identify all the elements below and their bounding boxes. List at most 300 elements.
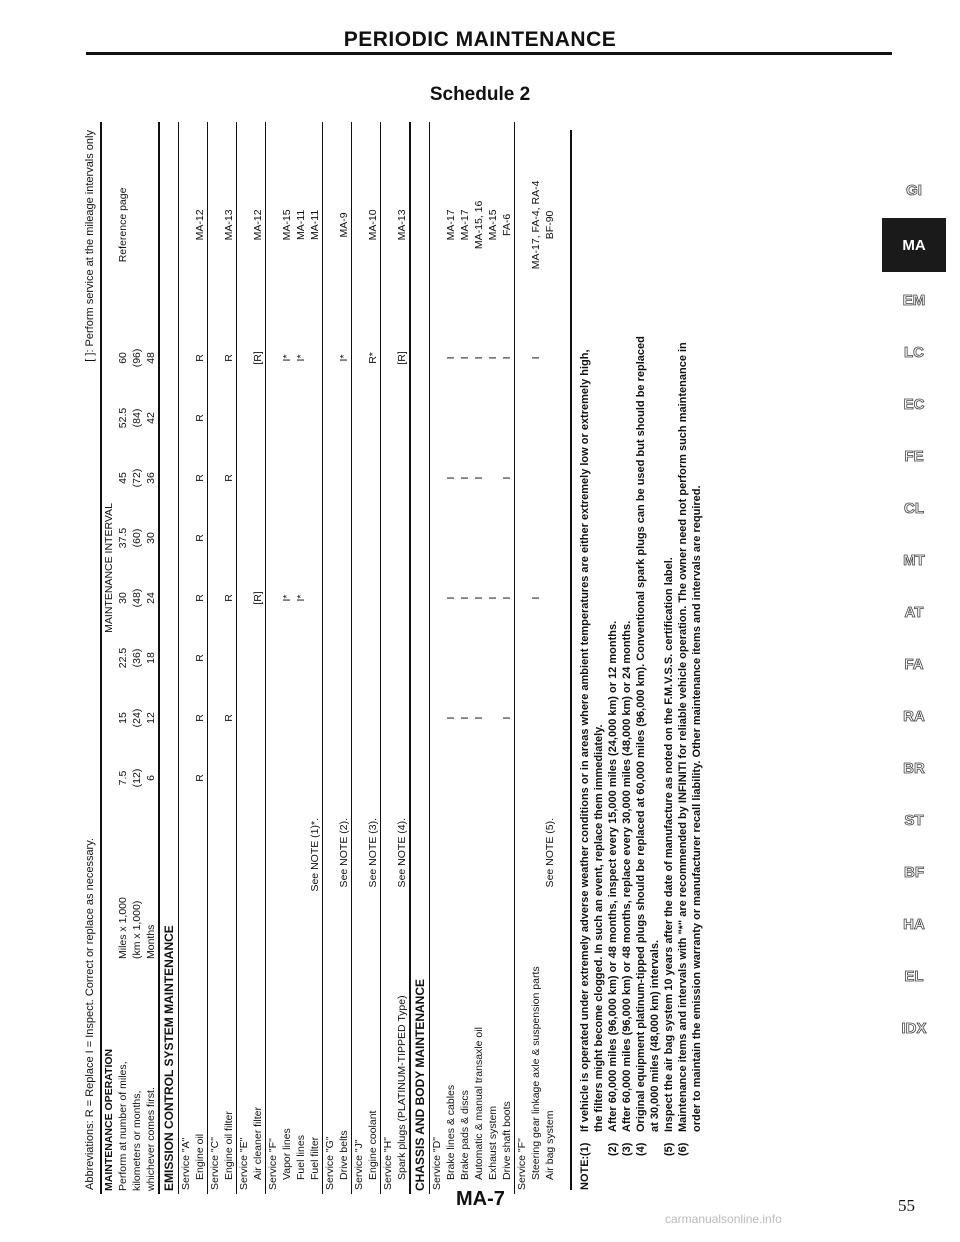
interval-cell (486, 508, 500, 568)
interval-cell: I (473, 596, 485, 600)
reference-page: MA-12 (194, 209, 206, 241)
months-header: 24 (145, 592, 157, 604)
interval-cell (366, 628, 381, 688)
interval-cell (458, 388, 472, 448)
interval-cell: I (459, 716, 471, 720)
item-label: Automatic & manual transaxle oil (473, 1027, 485, 1180)
interval-cell (543, 688, 557, 748)
miles-header: 52.5 (117, 407, 129, 429)
interval-cell (222, 628, 237, 688)
note-text: Inspect the air bag system 10 years after the date of manufacture as noted on the F.M.V.S.S. certification label. (663, 557, 675, 1132)
interval-cell: I (445, 596, 457, 600)
item-note (251, 808, 266, 962)
interval-cell: [R] (252, 591, 264, 605)
interval-cell (395, 688, 410, 748)
item-label: Drive belts (338, 1130, 350, 1180)
service-name: Service "F" (266, 122, 281, 1194)
interval-cell: I* (281, 594, 293, 602)
interval-cell: R (223, 714, 235, 722)
table-row (529, 122, 543, 1194)
reference-page: MA-11 (295, 209, 307, 240)
table-row (193, 122, 208, 1194)
sidebar-tab-at[interactable]: AT (904, 603, 924, 621)
reference-page: MA-15 (281, 209, 293, 241)
miles-header: 37.5 (117, 527, 129, 549)
interval-cell (366, 568, 381, 628)
reference-page-label: Reference page (117, 187, 129, 263)
interval-cell (251, 688, 266, 748)
sidebar-tab-el[interactable]: EL (904, 967, 924, 985)
interval-cell: R (223, 594, 235, 602)
note-line (634, 130, 648, 1190)
interval-cell: I (530, 356, 542, 360)
note-line (578, 130, 592, 1190)
unit-label: Months (145, 924, 157, 959)
reference-page: MA-12 (252, 209, 264, 241)
table-row (444, 122, 458, 1194)
interval-cell (543, 628, 557, 688)
scan-page-number: 55 (898, 1196, 915, 1215)
item-note: See NOTE (3). (367, 818, 379, 888)
item-note (222, 808, 237, 962)
interval-cell (337, 628, 352, 688)
item-label: Vapor lines (281, 1128, 293, 1180)
interval-cell (486, 748, 500, 808)
sidebar-tab-fe[interactable]: FE (904, 447, 924, 465)
reference-page: MA-15, 16 (473, 200, 485, 250)
page-header-title: PERIODIC MAINTENANCE (343, 28, 617, 51)
item-label: Air cleaner filter (252, 1107, 264, 1180)
interval-cell (280, 688, 294, 748)
interval-cell: I (501, 356, 513, 360)
note-line (690, 130, 704, 1190)
interval-cell: I (473, 716, 485, 720)
table-row (116, 122, 130, 1194)
service-name: Service "H" (381, 122, 396, 1194)
note-lead (676, 1156, 690, 1190)
km-header: (60) (131, 528, 143, 548)
watermark: carmanualsonline.info (665, 1212, 782, 1226)
interval-cell (337, 388, 352, 448)
interval-cell: [R] (252, 351, 264, 365)
header-blank (101, 808, 116, 962)
perform-line: kilometers or months, (131, 1090, 143, 1191)
item-note (500, 808, 515, 962)
interval-cell (222, 748, 237, 808)
interval-cell (486, 628, 500, 688)
reference-page: MA-10 (367, 209, 379, 241)
service-name: Service "F" (515, 122, 530, 1194)
interval-cell (308, 328, 323, 388)
months-header: 36 (145, 472, 157, 484)
item-label: Drive shaft boots (501, 1101, 513, 1180)
interval-cell (280, 388, 294, 448)
sidebar-tab-bf[interactable]: BF (904, 863, 924, 881)
note-line (592, 130, 606, 1190)
item-label: Spark plugs (PLATINUM-TIPPED Type) (396, 995, 408, 1180)
interval-cell: R (194, 354, 206, 362)
reference-page: MA-17 (445, 209, 457, 241)
interval-cell: R* (367, 352, 379, 364)
interval-cell (308, 388, 323, 448)
item-label: Air bag system (544, 1110, 556, 1180)
table-row (381, 122, 396, 1194)
schedule-title: Schedule 2 (429, 84, 531, 105)
sidebar-tab-ha[interactable]: HA (903, 915, 925, 933)
interval-cell: I (459, 356, 471, 360)
table-row (395, 122, 410, 1194)
item-label: Exhaust system (487, 1105, 499, 1180)
note-lead (592, 1156, 606, 1190)
months-header: 6 (145, 775, 157, 781)
item-note: See NOTE (4). (396, 818, 408, 888)
interval-cell (444, 508, 458, 568)
interval-cell: I (487, 356, 499, 360)
sidebar-tab-ec[interactable]: EC (903, 395, 925, 413)
sidebar-tab-ma[interactable]: MA (882, 218, 946, 272)
footer-page-code: MA-7 (456, 1188, 505, 1210)
sidebar-tab-ra[interactable]: RA (903, 707, 925, 725)
miles-header: 15 (117, 712, 129, 724)
table-row (208, 122, 223, 1194)
note-text: If vehicle is operated under extremely adverse weather conditions or in areas where ambient temperatures are either extremely low or extremely high, (579, 349, 591, 1132)
interval-cell (543, 508, 557, 568)
interval-cell (222, 508, 237, 568)
section-title: EMISSION CONTROL SYSTEM MAINTENANCE (159, 122, 179, 1194)
notes-block (570, 130, 704, 1190)
interval-cell (251, 628, 266, 688)
interval-cell (543, 448, 557, 508)
reference-page: BF-90 (544, 210, 556, 240)
interval-cell (337, 508, 352, 568)
note-number (648, 1132, 662, 1156)
item-note: See NOTE (5). (544, 818, 556, 888)
km-header: (12) (131, 768, 143, 788)
sidebar-tab-gi[interactable]: GI (906, 181, 922, 199)
interval-cell: R (194, 774, 206, 782)
interval-cell (280, 628, 294, 688)
interval-cell (251, 748, 266, 808)
interval-label: MAINTENANCE INTERVAL (101, 328, 116, 808)
note-text: After 60,000 miles (96,000 km) or 48 months, replace every 30,000 miles (48,000 km) or 24 months. (621, 620, 633, 1132)
interval-cell (366, 448, 381, 508)
item-note: See NOTE (2). (338, 818, 350, 888)
rotated-content (78, 118, 810, 1198)
item-label: Engine coolant (367, 1110, 379, 1180)
sidebar-tab-mt[interactable]: MT (903, 551, 925, 569)
reference-page: FA-6 (501, 213, 513, 236)
interval-cell (280, 508, 294, 568)
interval-cell (486, 688, 500, 748)
note-text: Original equipment platinum-tipped plugs should be replaced at 60,000 miles (96,000 km). Conventional spark plugs can be used but should be replaced (635, 336, 647, 1132)
interval-cell (486, 388, 500, 448)
interval-cell: R (194, 414, 206, 422)
interval-cell (543, 328, 557, 388)
interval-cell (529, 388, 543, 448)
interval-cell (308, 568, 323, 628)
miles-header: 7.5 (117, 770, 129, 786)
table-row (159, 122, 179, 1194)
interval-cell: R (194, 594, 206, 602)
interval-cell (543, 568, 557, 628)
interval-cell (366, 508, 381, 568)
reference-page: MA-13 (396, 209, 408, 241)
interval-cell: I* (295, 594, 307, 602)
interval-cell (472, 508, 486, 568)
note-lead (634, 1156, 648, 1190)
note-text: Maintenance items and intervals with "*" are recommended by INFINITI for reliable vehicle operation. The owner need not perform such maintenance in (677, 342, 689, 1132)
interval-cell (395, 388, 410, 448)
interval-cell: I* (338, 354, 350, 362)
note-text: After 60,000 miles (96,000 km) or 48 months, inspect every 15,000 miles (24,000 km) or 12 months. (607, 620, 619, 1132)
interval-cell (395, 748, 410, 808)
table-row (323, 122, 338, 1194)
interval-cell (366, 388, 381, 448)
maintenance-table (100, 122, 557, 1194)
sidebar-tab-em[interactable]: EM (902, 291, 926, 309)
service-name: Service "D" (430, 122, 445, 1194)
item-note (486, 808, 500, 962)
interval-cell: R (194, 474, 206, 482)
miles-header: 30 (117, 592, 129, 604)
months-header: 42 (145, 412, 157, 424)
table-row (458, 122, 472, 1194)
note-number: (2) (607, 1142, 619, 1156)
note-lead (648, 1156, 662, 1190)
interval-cell: I (445, 356, 457, 360)
note-line (662, 130, 676, 1190)
item-note (193, 808, 208, 962)
interval-cell (308, 448, 323, 508)
interval-cell (543, 748, 557, 808)
interval-cell (444, 748, 458, 808)
table-row (486, 122, 500, 1194)
item-label: Engine oil (194, 1133, 206, 1180)
service-name: Service "G" (323, 122, 338, 1194)
header-rule (86, 52, 892, 55)
table-row (515, 122, 530, 1194)
sidebar-tab-cl[interactable]: CL (904, 499, 924, 517)
item-note (458, 808, 472, 962)
interval-cell (294, 388, 308, 448)
interval-cell (458, 628, 472, 688)
interval-cell (294, 748, 308, 808)
interval-cell: I (487, 596, 499, 600)
item-note (280, 808, 294, 962)
table-row (500, 122, 515, 1194)
interval-cell (294, 448, 308, 508)
interval-cell (222, 388, 237, 448)
note-text: order to maintain the emission warranty or manufacturer recall liability. Other maintenance items and intervals are required. (691, 485, 703, 1132)
note-number: (3) (621, 1142, 633, 1156)
perform-line: whichever comes first. (145, 1087, 157, 1191)
interval-cell (337, 568, 352, 628)
km-header: (36) (131, 648, 143, 668)
note-lead: NOTE: (579, 1155, 591, 1190)
table-row (294, 122, 308, 1194)
interval-cell (251, 388, 266, 448)
table-row (472, 122, 486, 1194)
table-row (543, 122, 557, 1194)
interval-cell (500, 508, 515, 568)
interval-cell: R (223, 474, 235, 482)
abbreviations-left: Abbreviations: R = Replace I = Inspect. Correct or replace as necessary. (84, 838, 96, 1190)
interval-cell (337, 448, 352, 508)
abbreviations-line (84, 130, 96, 1190)
interval-cell: R (194, 534, 206, 542)
item-label: Brake pads & discs (459, 1090, 471, 1180)
sidebar-tab-br[interactable]: BR (903, 759, 925, 777)
unit-label: (km x 1,000) (131, 900, 143, 959)
reference-page: MA-13 (223, 209, 235, 241)
item-label: Fuel lines (295, 1135, 307, 1180)
table-row (179, 122, 194, 1194)
interval-cell (251, 448, 266, 508)
item-label: Steering gear linkage axle & suspension parts (530, 966, 542, 1180)
note-number: (1) (579, 1142, 591, 1156)
note-lead (690, 1156, 704, 1190)
maint-op-label: MAINTENANCE OPERATION (101, 962, 116, 1194)
table-row (410, 122, 430, 1194)
interval-cell (500, 628, 515, 688)
item-note: See NOTE (1)*. (309, 818, 321, 892)
reference-page: MA-17, FA-4, RA-4 (530, 180, 542, 270)
interval-cell (472, 628, 486, 688)
sidebar-tab-lc[interactable]: LC (904, 343, 924, 361)
interval-cell: I (473, 356, 485, 360)
header-blank (101, 122, 116, 328)
note-number (690, 1132, 704, 1156)
perform-line: Perform at number of miles, (117, 1061, 129, 1191)
header-blank (144, 122, 159, 328)
table-row (144, 122, 159, 1194)
interval-cell (395, 568, 410, 628)
interval-cell (395, 508, 410, 568)
note-line (620, 130, 634, 1190)
sidebar-tab-st[interactable]: ST (904, 811, 924, 829)
interval-cell (308, 688, 323, 748)
table-row (430, 122, 445, 1194)
reference-page: MA-15 (487, 209, 499, 241)
item-label: Engine oil filter (223, 1111, 235, 1180)
abbreviations-right: [ ]: Perform service at the mileage intervals only (84, 130, 96, 362)
interval-cell (458, 748, 472, 808)
note-number (592, 1132, 606, 1156)
note-line (606, 130, 620, 1190)
table-row (308, 122, 323, 1194)
note-number: (5) (663, 1142, 675, 1156)
reference-page: MA-9 (338, 212, 350, 238)
interval-cell (280, 448, 294, 508)
months-header: 18 (145, 652, 157, 664)
table-row (352, 122, 367, 1194)
note-text: the filters might become clogged. In such an event, replace them immediately. (593, 724, 605, 1132)
interval-cell: R (194, 714, 206, 722)
interval-cell (529, 748, 543, 808)
km-header: (24) (131, 708, 143, 728)
item-note (444, 808, 458, 962)
interval-cell (294, 628, 308, 688)
note-lead (606, 1156, 620, 1190)
table-row (237, 122, 252, 1194)
interval-cell: I (459, 596, 471, 600)
note-lead (662, 1156, 676, 1190)
interval-cell (500, 748, 515, 808)
table-row (280, 122, 294, 1194)
interval-cell: R (194, 654, 206, 662)
interval-cell (529, 688, 543, 748)
interval-cell: I (530, 596, 542, 600)
item-label: Fuel filter (309, 1136, 321, 1180)
service-name: Service "C" (208, 122, 223, 1194)
interval-cell (366, 748, 381, 808)
service-name: Service "E" (237, 122, 252, 1194)
miles-header: 60 (117, 352, 129, 364)
interval-cell (500, 388, 515, 448)
interval-cell (294, 508, 308, 568)
interval-cell (529, 448, 543, 508)
sidebar-tab-fa[interactable]: FA (904, 655, 924, 673)
section-index-sidebar (882, 164, 946, 1054)
interval-cell: I (473, 476, 485, 480)
km-header: (84) (131, 408, 143, 428)
interval-cell: I (501, 716, 513, 720)
interval-cell (395, 628, 410, 688)
miles-header: 45 (117, 472, 129, 484)
interval-cell: I (459, 476, 471, 480)
interval-cell (529, 508, 543, 568)
rotated-page (78, 118, 810, 1198)
table-row (222, 122, 237, 1194)
months-header: 12 (145, 712, 157, 724)
interval-cell: [R] (396, 351, 408, 365)
interval-cell (458, 508, 472, 568)
item-note (294, 808, 308, 962)
item-note (472, 808, 486, 962)
note-text: at 30,000 miles (48,000 km) intervals. (649, 939, 661, 1132)
interval-cell (543, 388, 557, 448)
sidebar-tab-idx[interactable]: IDX (901, 1019, 927, 1037)
interval-cell (366, 688, 381, 748)
interval-cell (251, 508, 266, 568)
table-row (337, 122, 352, 1194)
service-name: Service "J" (352, 122, 367, 1194)
table-row (101, 122, 116, 1194)
interval-cell (472, 388, 486, 448)
km-header: (72) (131, 468, 143, 488)
interval-cell (486, 448, 500, 508)
km-header: (48) (131, 588, 143, 608)
unit-label: Miles x 1,000 (117, 897, 129, 959)
interval-cell: I (501, 596, 513, 600)
interval-cell: I (445, 476, 457, 480)
table-row (130, 122, 144, 1194)
interval-cell: I* (281, 354, 293, 362)
note-number: (4) (635, 1142, 647, 1156)
km-header: (96) (131, 348, 143, 368)
note-number: (6) (677, 1142, 689, 1156)
interval-cell (308, 628, 323, 688)
reference-page: MA-17 (459, 209, 471, 241)
service-name: Service "A" (179, 122, 194, 1194)
table-row (366, 122, 381, 1194)
interval-cell (444, 388, 458, 448)
interval-cell (294, 688, 308, 748)
table-row (251, 122, 266, 1194)
months-header: 48 (145, 352, 157, 364)
item-note (529, 808, 543, 962)
section-title: CHASSIS AND BODY MAINTENANCE (410, 122, 430, 1194)
